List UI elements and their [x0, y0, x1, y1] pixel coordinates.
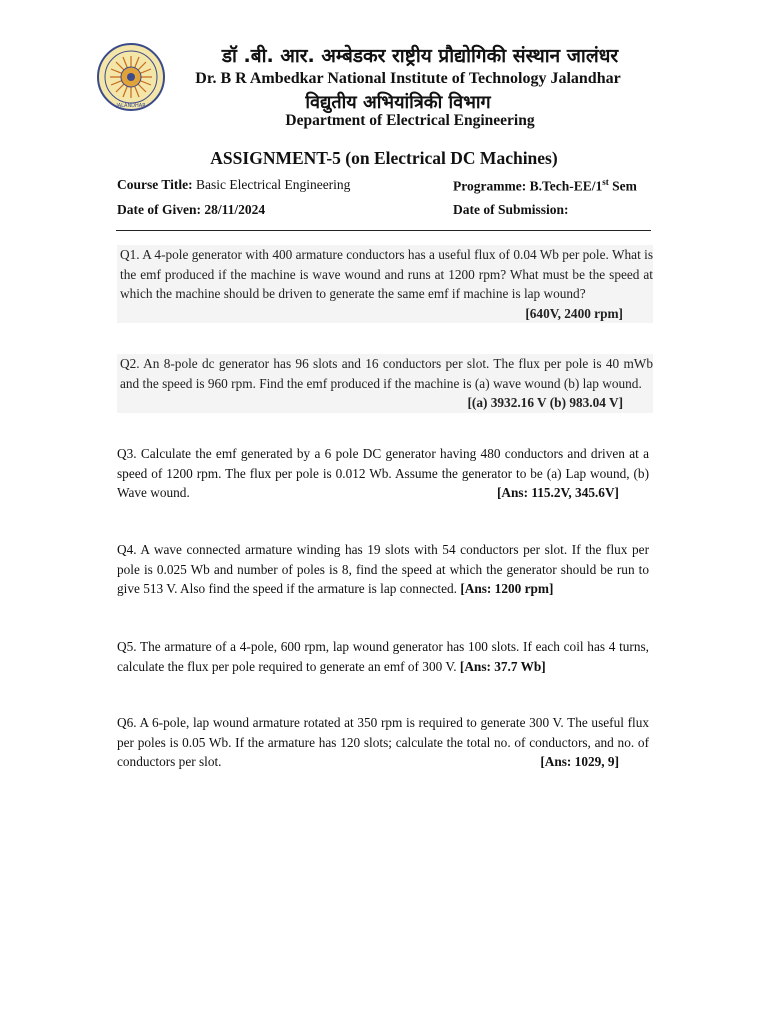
course-title — [117, 177, 350, 193]
course-title-value: Basic Electrical Engineering — [196, 177, 351, 192]
question-6 — [117, 713, 649, 772]
date-submission: Date of Submission: — [453, 202, 569, 217]
question-text: Q3. Calculate the emf generated by a 6 pole DC generator having 480 conductors and driven at a speed of 1200 rpm. The flux per pole is 0.012 Wb. Assume the generator to be (a) Lap wound, (b) Wave wound. — [117, 446, 649, 500]
course-title-label: Course Title: — [117, 177, 193, 192]
question-5 — [117, 637, 649, 676]
question-text: Q6. A 6-pole, lap wound armature rotated at 350 rpm is required to generate 300 V. The useful flux per poles is 0.05 Wb. If the armature has 120 slots; calculate the total no. of conductors, and no. of conductors per slot. — [117, 715, 649, 769]
header-divider — [116, 230, 651, 231]
question-text: Q4. A wave connected armature winding has 19 slots with 54 conductors per slot. If the flux per pole is 0.025 Wb and number of poles is 8, find the speed at which the generator should be run to give 513 V. Also find the speed if the armature is lap connected. — [117, 542, 649, 596]
institute-name-hindi: डॉ .बी. आर. अम्बेडकर राष्ट्रीय प्रौद्योगिकी संस्थान जालंधर — [221, 45, 619, 67]
question-4 — [117, 540, 649, 599]
question-answer: [Ans: 1200 rpm] — [460, 581, 554, 596]
programme-sup: st — [602, 177, 609, 187]
logo-text: JALANDHAR — [116, 103, 146, 109]
programme-label: Programme: B.Tech-EE/1 — [453, 178, 603, 194]
question-answer: [(a) 3932.16 V (b) 983.04 V] — [467, 395, 623, 410]
department-name-hindi: विद्युतीय अभियांत्रिकी विभाग — [305, 92, 491, 113]
question-text: Q2. An 8-pole dc generator has 96 slots and 16 conductors per slot. The flux per pole is 40 mWb and the speed is 960 rpm. Find the emf produced if the machine is (a) wave wound (b) lap wound. — [120, 356, 653, 391]
programme — [453, 177, 637, 195]
date-given: Date of Given: 28/11/2024 — [117, 202, 266, 217]
question-answer: [Ans: 115.2V, 345.6V] — [496, 485, 619, 500]
institute-name-english: Dr. B R Ambedkar National Institute of Technology Jalandhar — [195, 70, 621, 87]
question-text: Q1. A 4-pole generator with 400 armature conductors has a useful flux of 0.04 Wb per pole. What is the emf produced if the machine is wave wound and runs at 1200 rpm? What must be the speed at which the machine should be driven to generate the same emf if machine is lap wound? — [120, 247, 653, 301]
assignment-title: ASSIGNMENT-5 (on Electrical DC Machines) — [210, 148, 558, 168]
question-answer: [Ans: 1029, 9] — [540, 754, 619, 769]
programme-tail: Sem — [612, 178, 637, 194]
department-name-english: Department of Electrical Engineering — [285, 112, 535, 129]
question-text: Q5. The armature of a 4-pole, 600 rpm, lap wound generator has 100 slots. If each coil has 4 turns, calculate the flux per pole required to generate an emf of 300 V. — [117, 639, 649, 674]
question-1 — [117, 245, 653, 323]
question-answer: [Ans: 37.7 Wb] — [459, 658, 546, 674]
question-2 — [117, 354, 653, 413]
question-answer: [640V, 2400 rpm] — [525, 305, 623, 321]
question-3 — [117, 444, 649, 503]
